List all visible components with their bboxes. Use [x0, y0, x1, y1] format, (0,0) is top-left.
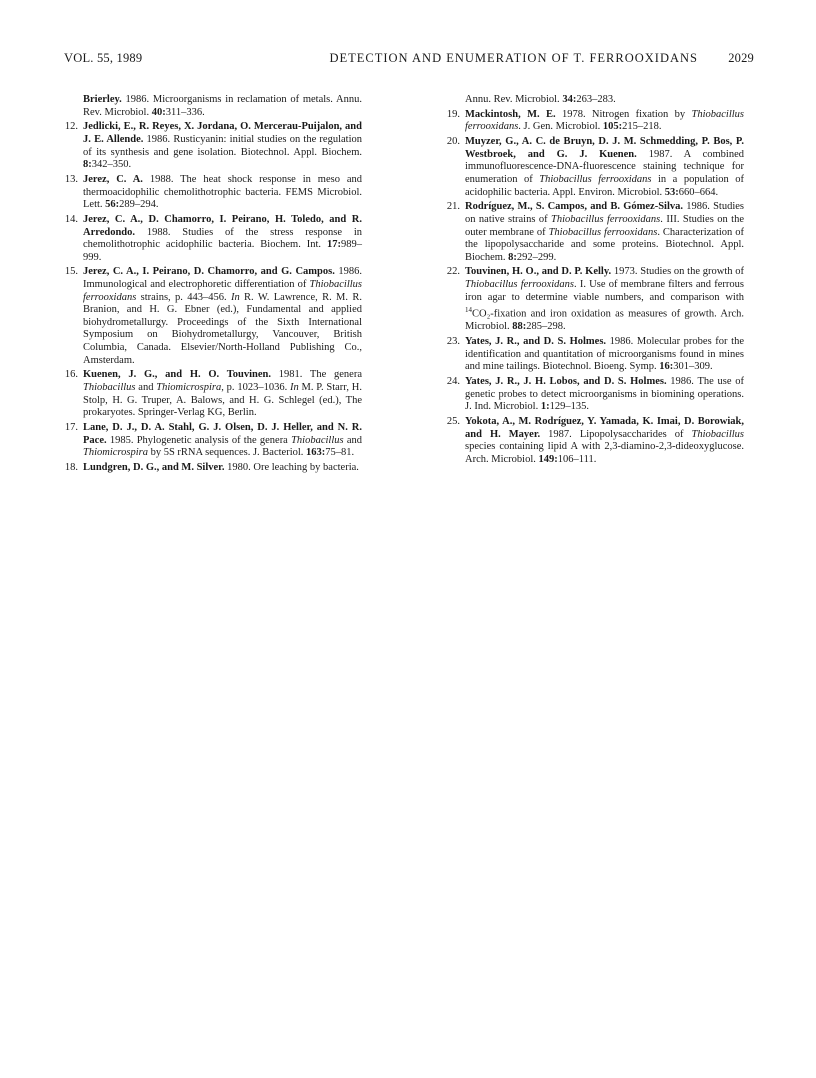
- reference-number: 15.: [64, 266, 78, 278]
- reference-item: 13. Jerez, C. A. 1988. The heat shock response in meso and thermoacidophilic chemolithotrophic bacteria. FEMS Microbiol. Lett. 56:289–294.: [64, 173, 362, 211]
- reference-number: 12.: [64, 121, 78, 133]
- reference-number: 24.: [446, 376, 460, 388]
- reference-item: 18. Lundgren, D. G., and M. Silver. 1980. Ore leaching by bacteria.: [64, 461, 359, 473]
- reference-item: 19. Mackintosh, M. E. 1978. Nitrogen fixation by Thiobacillus ferrooxidans. J. Gen. Microbiol. 105:215–218.: [446, 108, 744, 133]
- reference-number: 21.: [446, 201, 460, 213]
- reference-item: 15. Jerez, C. A., I. Peirano, D. Chamorro, and G. Campos. 1986. Immunological and electrophoretic differentiation of Thiobacillus ferrooxidans strains, p. 443–456. In R. W. Lawrence, R. M. R. Branion, and H. G. Ebner (ed.), Fundamental and applied biohydrometallurgy. Proceedings of the Sixth International Symposium on Biohydrometallurgy, Vancouver, British Columbia, Canada. Elsevier/North-Holland Publishing Co., Amsterdam.: [64, 266, 362, 366]
- reference-item: 20. Muyzer, G., A. C. de Bruyn, D. J. M. Schmedding, P. Bos, P. Westbroek, and G. J. Kuenen. 1987. A combined immunofluorescence-DNA-fluorescence staining technique for enumeration of Thiobacillus ferrooxidans in a population of acidophilic bacteria. Appl. Environ. Microbiol. 53:660–664.: [446, 136, 744, 198]
- page-header: [64, 51, 754, 69]
- reference-number: 25.: [446, 416, 460, 428]
- reference-item: 22. Touvinen, H. O., and D. P. Kelly. 1973. Studies on the growth of Thiobacillus ferrooxidans. I. Use of membrane filters and ferrous iron agar to determine viable numbers, and comparison with $^{14}$CO₂-fixation and iron oxidation as measures of growth. Arch. Microbiol. 88:285–298.: [446, 266, 744, 333]
- reference-number: 20.: [446, 136, 460, 148]
- reference-column-left: [64, 94, 362, 477]
- reference-item: Brierley. 1986. Microorganisms in reclamation of metals. Annu. Rev. Microbiol. 40:311–336.: [83, 94, 362, 118]
- reference-item: 16. Kuenen, J. G., and H. O. Touvinen. 1981. The genera Thiobacillus and Thiomicrospira, p. 1023–1036. In M. P. Starr, H. Stolp, H. G. Truper, A. Balows, and H. G. Schlegel (ed.), The prokaryotes. Springer-Verlag KG, Berlin.: [64, 369, 362, 419]
- journal-volume: VOL. 55, 1989: [64, 51, 143, 65]
- reference-item: 24. Yates, J. R., J. H. Lobos, and D. S. Holmes. 1986. The use of genetic probes to detect microorganisms in biomining operations. J. Ind. Microbiol. 1:129–135.: [446, 376, 744, 413]
- reference-item: 23. Yates, J. R., and D. S. Holmes. 1986. Molecular probes for the identification and quantitation of microorganisms found in mines and mine tailings. Biotechnol. Bioeng. Symp. 16:301–309.: [446, 336, 744, 373]
- reference-item: 25. Yokota, A., M. Rodríguez, Y. Yamada, K. Imai, D. Borowiak, and H. Mayer. 1987. Lipopolysaccharides of Thiobacillus species containing lipid A with 2,3-diamino-2,3-dideoxyglucose. Arch. Microbiol. 149:106–111.: [446, 416, 744, 465]
- reference-number: 17.: [64, 421, 78, 433]
- running-title: DETECTION AND ENUMERATION OF T. FERROOXIDANS: [329, 51, 698, 65]
- reference-item: 21. Rodríguez, M., S. Campos, and B. Gómez-Silva. 1986. Studies on native strains of Thiobacillus ferrooxidans. III. Studies on the outer membrane of Thiobacillus ferrooxidans. Characterization of the lipopolysaccharide and some proteins. Biotechnol. Appl. Biochem. 8:292–299.: [446, 201, 745, 263]
- reference-item: 17. Lane, D. J., D. A. Stahl, G. J. Olsen, D. J. Heller, and N. R. Pace. 1985. Phylogenetic analysis of the genera Thiobacillus and Thiomicrospira by 5S rRNA sequences. J. Bacteriol. 163:75–81.: [64, 421, 363, 459]
- reference-number: 23.: [446, 336, 460, 348]
- page-number: 2029: [728, 51, 754, 65]
- reference-number: 22.: [446, 266, 460, 278]
- reference-column-right: [446, 94, 744, 469]
- reference-number: 19.: [446, 108, 460, 120]
- reference-number: 18.: [64, 461, 78, 473]
- reference-item: Annu. Rev. Microbiol. 34:263–283.: [465, 94, 616, 105]
- reference-item: 12. Jedlicki, E., R. Reyes, X. Jordana, O. Mercerau-Puijalon, and J. E. Allende. 1986. Rusticyanin: initial studies on the regulation of its synthesis and gene isolation. Biotechnol. Appl. Biochem. 8:342–350.: [64, 121, 362, 171]
- reference-number: 13.: [64, 173, 78, 185]
- reference-number: 16.: [64, 369, 78, 381]
- reference-number: 14.: [64, 213, 78, 225]
- reference-item: 14. Jerez, C. A., D. Chamorro, I. Peirano, H. Toledo, and R. Arredondo. 1988. Studies of the stress response in chemolithotrophic acidophilic bacteria. Biochem. Int. 17:989–999.: [64, 213, 362, 263]
